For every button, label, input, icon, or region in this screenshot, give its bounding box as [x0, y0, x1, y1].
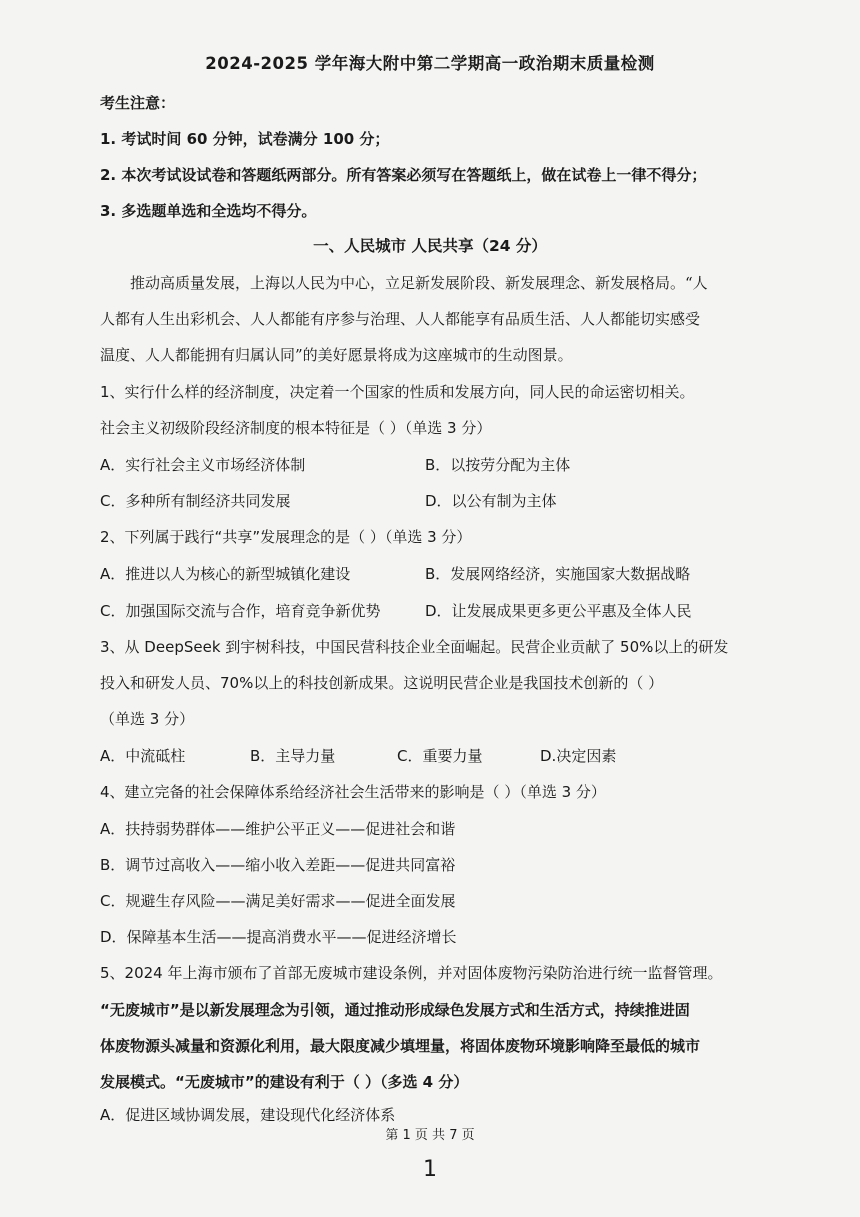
- section-title: 一、人民城市 人民共享（24 分）: [313, 237, 547, 255]
- option-b: B．主导力量: [250, 747, 336, 765]
- question-stem: 体废物源头减量和资源化利用，最大限度减少填埋量，将固体废物环境影响降至最低的城市: [100, 1037, 701, 1055]
- question-stem: 1、实行什么样的经济制度，决定着一个国家的性质和发展方向，同人民的命运密切相关。: [100, 383, 695, 401]
- page-footer: 第 1 页 共 7 页: [385, 1128, 475, 1143]
- option-a: A．推进以人为核心的新型城镇化建设: [100, 565, 351, 583]
- question-stem: 4、建立完备的社会保障体系给经济社会生活带来的影响是（ ）（单选 3 分）: [100, 783, 606, 801]
- page-number: 1: [423, 1157, 437, 1182]
- option-c: C．加强国际交流与合作，培育竞争新优势: [100, 602, 381, 620]
- question-stem: 5、2024 年上海市颁布了首部无废城市建设条例，并对固体废物污染防治进行统一监督管理。: [100, 964, 723, 982]
- notice-heading: 考生注意：: [100, 94, 176, 112]
- question-stem: 2、下列属于践行“共享”发展理念的是（ ）（单选 3 分）: [100, 528, 472, 546]
- option-b: B．发展网络经济，实施国家大数据战略: [425, 565, 691, 583]
- option-c: C．规避生存风险——满足美好需求——促进全面发展: [100, 892, 456, 910]
- notice-item: 3. 多选题单选和全选均不得分。: [100, 202, 317, 220]
- option-a: A．促进区域协调发展，建设现代化经济体系: [100, 1106, 396, 1124]
- option-d: D．以公有制为主体: [425, 492, 557, 510]
- question-stem: 社会主义初级阶段经济制度的根本特征是（ ）（单选 3 分）: [100, 419, 492, 437]
- question-stem: （单选 3 分）: [100, 710, 195, 728]
- option-d: D．让发展成果更多更公平惠及全体人民: [425, 602, 692, 620]
- option-a: A．扶持弱势群体——维护公平正义——促进社会和谐: [100, 820, 456, 838]
- option-d: D.决定因素: [540, 747, 617, 765]
- exam-title: 2024-2025 学年海大附中第二学期高一政治期末质量检测: [205, 54, 655, 73]
- question-stem: 投入和研发人员、70%以上的科技创新成果。这说明民营企业是我国技术创新的（ ）: [100, 674, 664, 692]
- option-b: B．以按劳分配为主体: [425, 456, 571, 474]
- option-a: A．中流砥柱: [100, 747, 186, 765]
- intro-line: 人都有人生出彩机会、人人都能有序参与治理、人人都能享有品质生活、人人都能切实感受: [100, 310, 701, 328]
- option-a: A．实行社会主义市场经济体制: [100, 456, 306, 474]
- option-b: B．调节过高收入——缩小收入差距——促进共同富裕: [100, 856, 456, 874]
- intro-line: 推动高质量发展，上海以人民为中心，立足新发展阶段、新发展理念、新发展格局。“人: [130, 274, 708, 292]
- question-stem: “无废城市”是以新发展理念为引领，通过推动形成绿色发展方式和生活方式，持续推进固: [100, 1001, 690, 1019]
- notice-item: 1. 考试时间 60 分钟，试卷满分 100 分；: [100, 130, 390, 148]
- notice-item: 2. 本次考试设试卷和答题纸两部分。所有答案必须写在答题纸上，做在试卷上一律不得分；: [100, 166, 707, 184]
- option-c: C．多种所有制经济共同发展: [100, 492, 291, 510]
- intro-line: 温度、人人都能拥有归属认同”的美好愿景将成为这座城市的生动图景。: [100, 346, 573, 364]
- question-stem: 3、从 DeepSeek 到宇树科技，中国民营科技企业全面崛起。民营企业贡献了 50%以上的研发: [100, 638, 729, 656]
- option-d: D．保障基本生活——提高消费水平——促进经济增长: [100, 928, 457, 946]
- option-c: C．重要力量: [397, 747, 483, 765]
- question-stem: 发展模式。“无废城市”的建设有利于（ ）（多选 4 分）: [100, 1073, 469, 1091]
